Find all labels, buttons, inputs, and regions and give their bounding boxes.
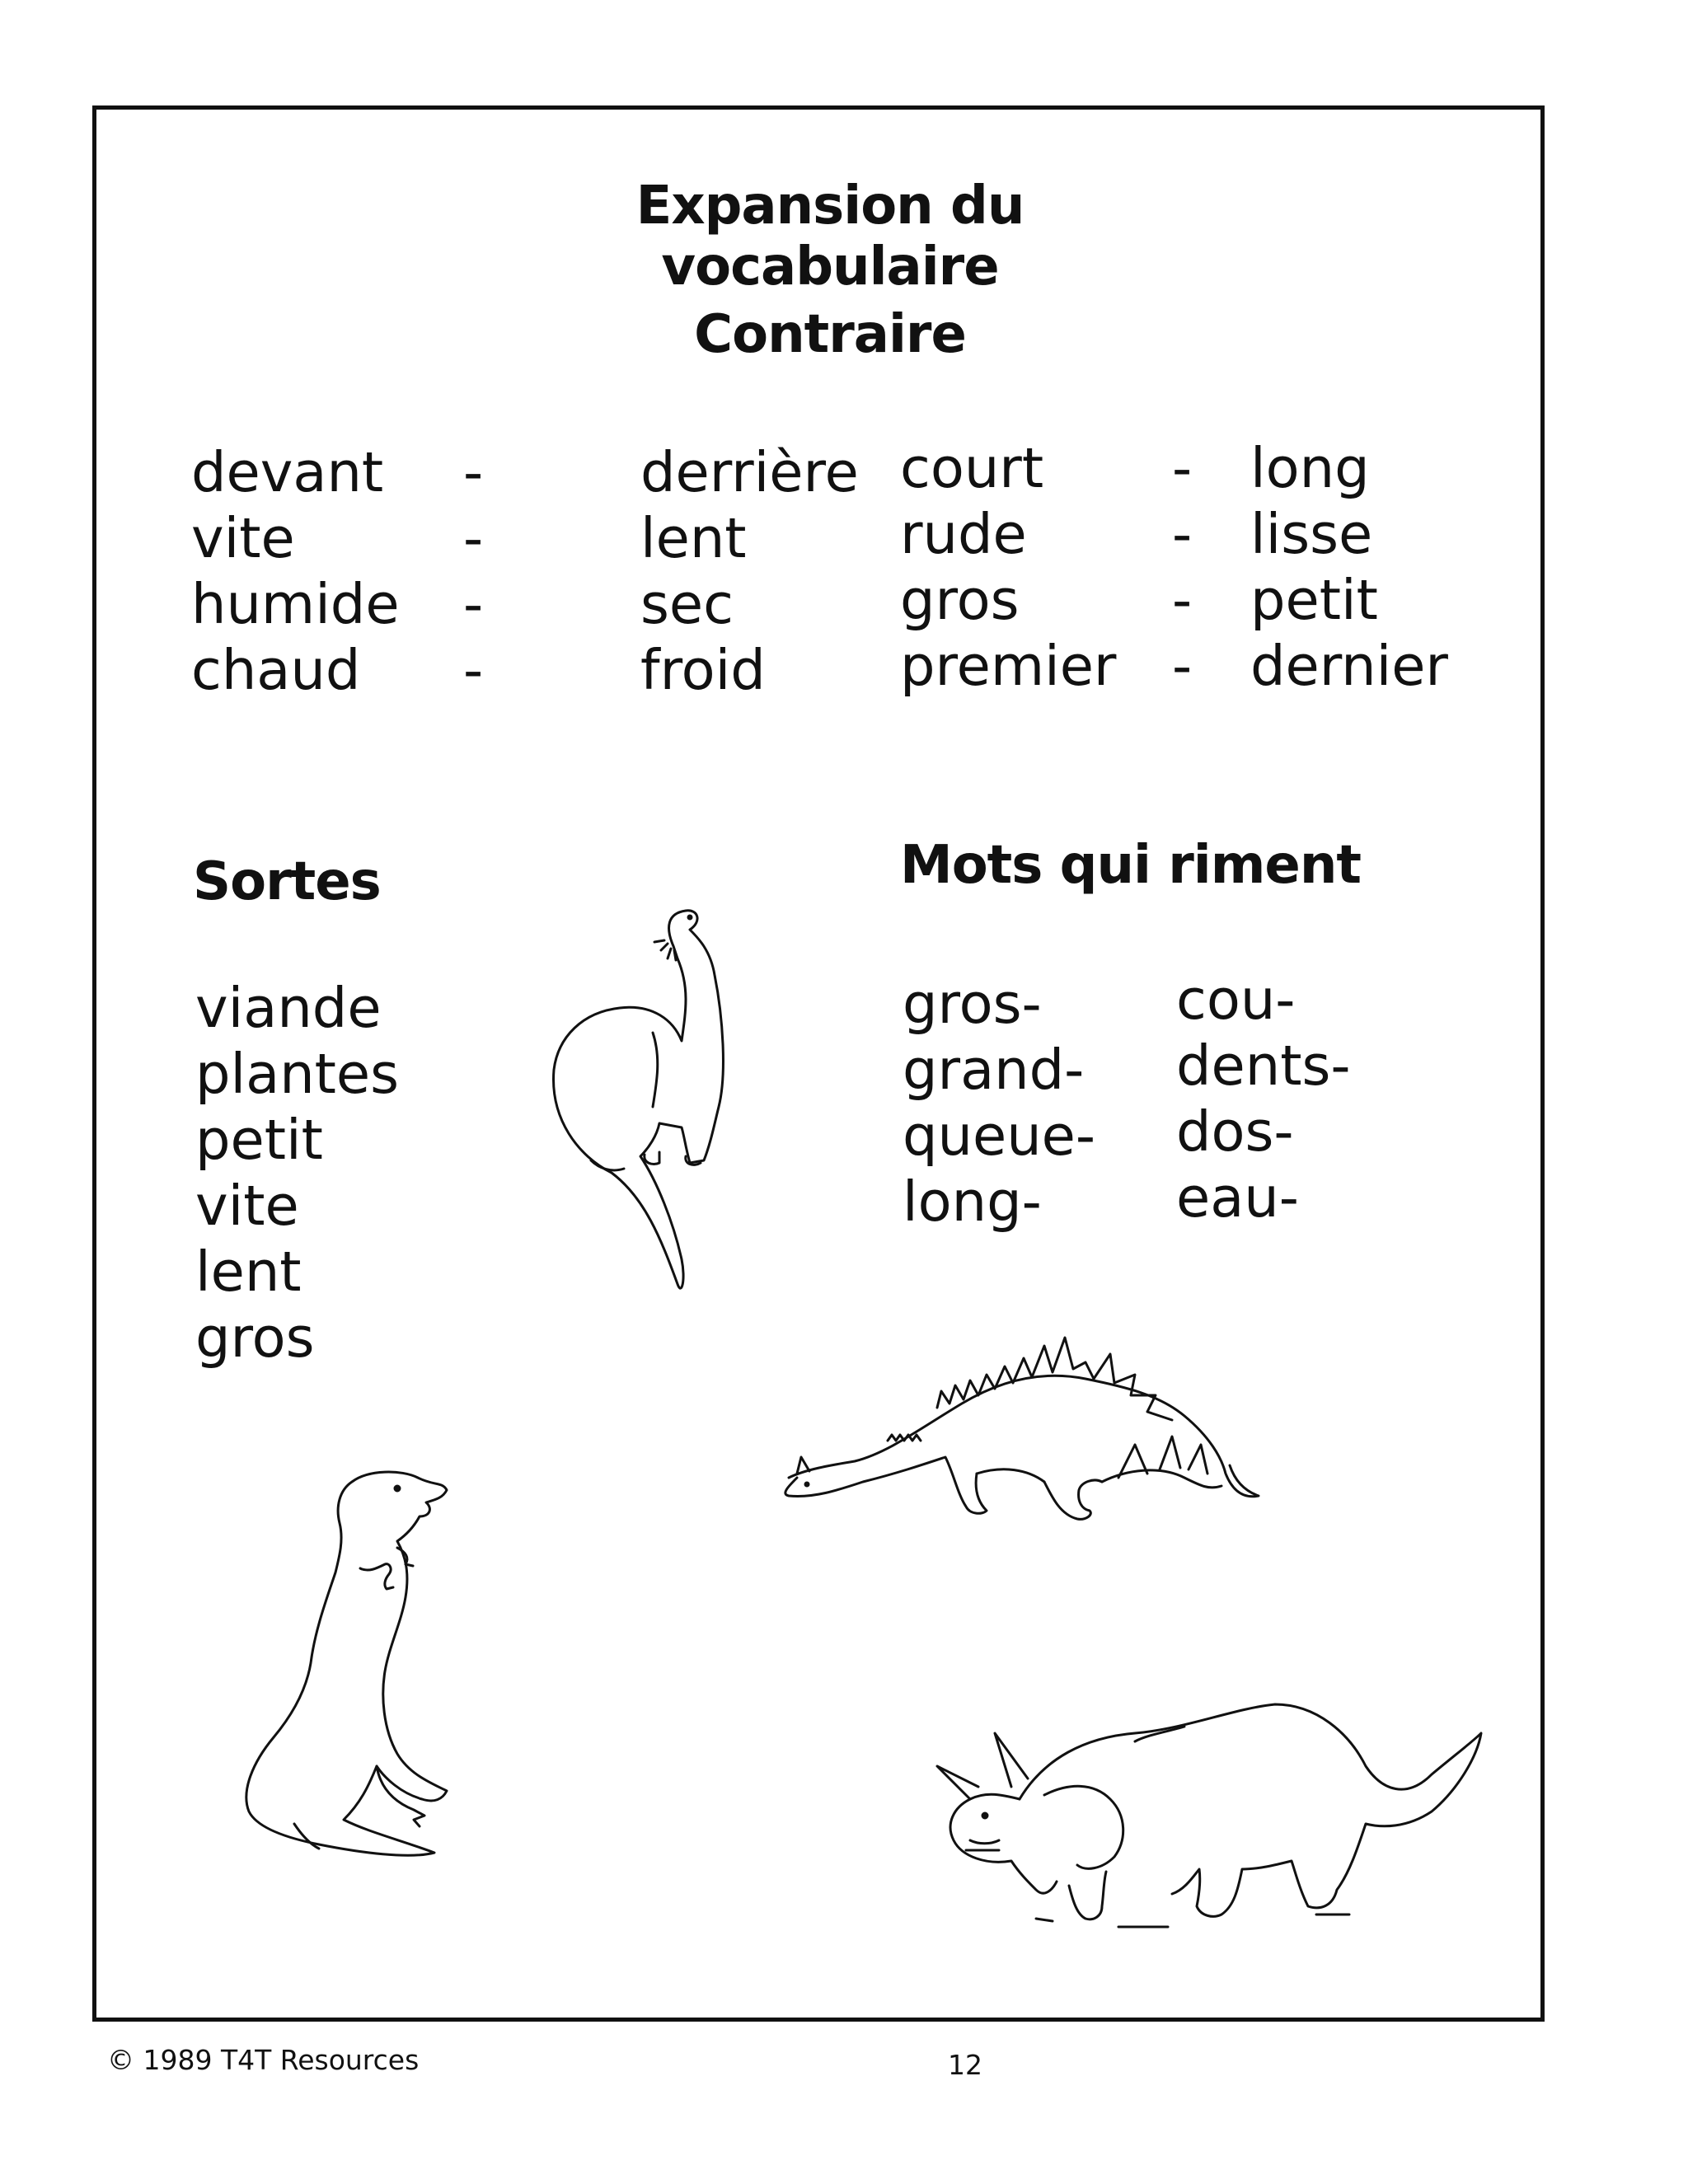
brachiosaurus-icon xyxy=(521,835,851,1296)
rimes-col1 xyxy=(903,971,1095,1235)
list-item: cou- xyxy=(1176,968,1296,1032)
list-item: petit xyxy=(195,1108,323,1172)
pair-dash: - xyxy=(1172,634,1193,698)
list-item: gros- xyxy=(903,972,1042,1036)
pair-dash: - xyxy=(463,440,484,504)
pair-opposite: sec xyxy=(640,572,734,636)
pair-opposite: dernier xyxy=(1250,634,1448,698)
pair-dash: - xyxy=(1172,568,1193,632)
pair-word: devant xyxy=(191,440,384,504)
pair-opposite: froid xyxy=(640,638,766,702)
list-item: lent xyxy=(195,1240,302,1304)
pair-word: humide xyxy=(191,572,400,636)
list-item: queue- xyxy=(903,1104,1096,1168)
pair-word: court xyxy=(900,436,1044,500)
pair-word: vite xyxy=(191,506,295,570)
stegosaurus-icon xyxy=(772,1280,1366,1527)
pair-word: gros xyxy=(900,568,1020,632)
pair-word: rude xyxy=(900,502,1027,566)
rimes-col2 xyxy=(1176,967,1351,1230)
tyrannosaurus-icon xyxy=(237,1465,517,1894)
list-item: viande xyxy=(195,976,382,1040)
contraire-heading: Contraire xyxy=(694,304,966,365)
list-item: plantes xyxy=(195,1042,400,1106)
pair-word: premier xyxy=(900,634,1117,698)
page-title: Expansion du vocabulaire xyxy=(635,176,1025,298)
list-item: vite xyxy=(195,1174,299,1238)
list-item: dos- xyxy=(1176,1099,1294,1164)
page-number: 12 xyxy=(948,2049,982,2081)
pair-dash: - xyxy=(463,638,484,702)
worksheet-frame xyxy=(92,105,1545,2022)
sortes-list xyxy=(195,975,399,1371)
pair-dash: - xyxy=(1172,436,1193,500)
list-item: dents- xyxy=(1176,1033,1351,1098)
list-item: long- xyxy=(903,1169,1042,1234)
pair-opposite: lisse xyxy=(1250,502,1373,566)
sortes-heading: Sortes xyxy=(193,851,381,912)
rimes-heading: Mots qui riment xyxy=(900,835,1361,896)
pair-word: chaud xyxy=(191,638,361,702)
triceratops-icon xyxy=(921,1659,1498,1972)
pair-opposite: petit xyxy=(1250,568,1378,632)
copyright-text: © 1989 T4T Resources xyxy=(107,2044,420,2076)
pair-opposite: derrière xyxy=(640,440,859,504)
pair-opposite: lent xyxy=(640,506,747,570)
pair-opposite: long xyxy=(1250,436,1370,500)
pair-dash: - xyxy=(463,572,484,636)
list-item: grand- xyxy=(903,1038,1085,1102)
list-item: gros xyxy=(195,1305,315,1370)
list-item: eau- xyxy=(1176,1165,1299,1230)
pair-dash: - xyxy=(463,506,484,570)
pair-dash: - xyxy=(1172,502,1193,566)
